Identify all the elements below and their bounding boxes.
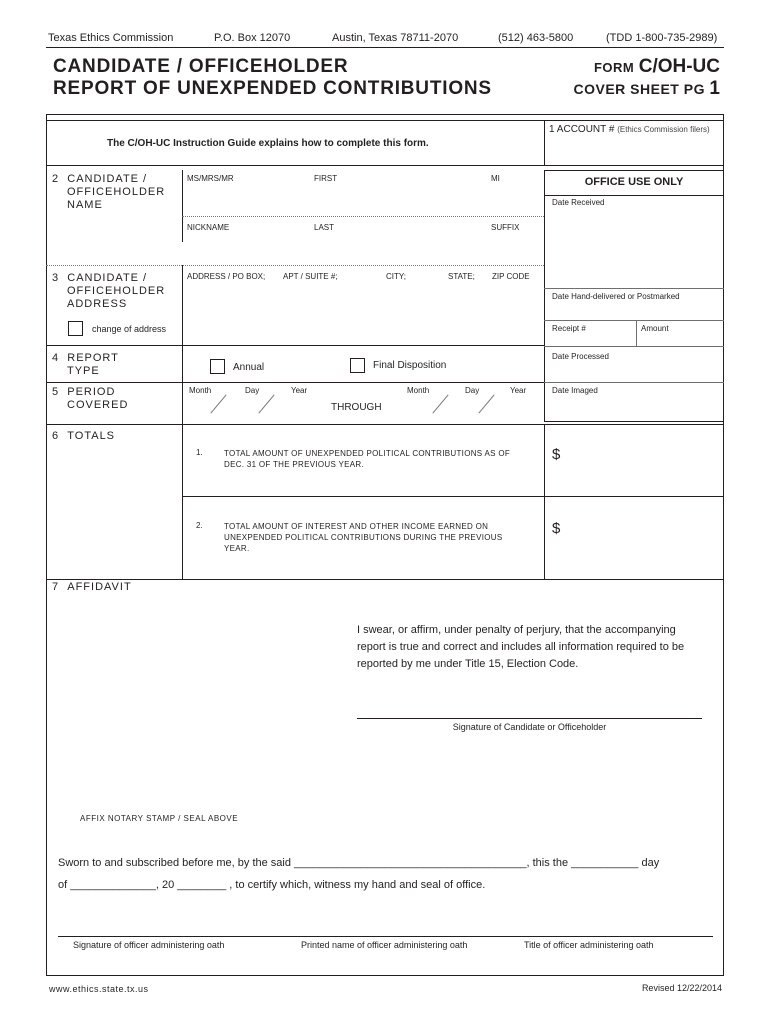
sec3-l1: CANDIDATE / [67,272,148,284]
sec3-label [52,272,165,311]
total2-num: 2. [196,521,203,530]
swear-l1: I swear, or affirm, under penalty of perjury, that the accompanying [357,624,676,636]
field-first[interactable]: FIRST [314,174,338,183]
sec6-label [52,430,115,442]
total2-l3: YEAR. [224,544,250,553]
total2-l2: UNEXPENDED POLITICAL CONTRIBUTIONS DURING THE PREVIOUS [224,533,503,542]
office-rule-2 [544,320,724,321]
header-rule [46,47,724,48]
sec3-l2: OFFICEHOLDER [67,285,166,297]
footer-url[interactable]: www.ethics.state.tx.us [49,984,149,994]
form-id: C/OH-UC [638,56,720,77]
sec3-l3: ADDRESS [67,298,128,310]
through-label: THROUGH [331,402,382,413]
sec2-l2: OFFICEHOLDER [67,186,166,198]
date-received-label: Date Received [552,198,605,207]
receipt-divider [636,320,637,346]
field-last[interactable]: LAST [314,223,335,232]
sec7-label [52,581,132,593]
sec5-num: 5 [52,386,60,398]
total1-l1: TOTAL AMOUNT OF UNEXPENDED POLITICAL CONTRIBUTIONS AS OF [224,449,511,458]
office-rule-4 [544,382,724,383]
total2-dollar[interactable]: $ [552,520,561,537]
sec4-num: 4 [52,352,60,364]
row-rule-top [46,165,724,166]
sec5-l1: PERIOD [67,386,116,398]
sworn-statement[interactable]: Sworn to and subscribed before me, by the said ______________________________________, this the ___________ day [58,857,660,869]
form-id-label [594,56,720,78]
sec6-text: TOTALS [67,430,116,442]
sec4-label [52,352,119,378]
field-msmrs[interactable]: MS/MRS/MR [187,174,234,183]
total1-l2: DEC. 31 OF THE PREVIOUS YEAR. [224,460,364,469]
account-text: ACCOUNT # [556,124,615,135]
final-disposition-checkbox[interactable] [350,358,365,373]
field-address[interactable]: ADDRESS / PO BOX; [187,272,266,281]
field-nickname[interactable]: NICKNAME [187,223,230,232]
date-imaged-label: Date Imaged [552,386,598,395]
total1-dollar[interactable]: $ [552,446,561,463]
date-processed-label: Date Processed [552,352,609,361]
office-rule-1 [544,288,724,289]
name-dotted-rule [182,216,544,217]
account-note: (Ethics Commission filers) [617,125,710,134]
candidate-signature-line[interactable] [357,718,702,719]
sec2-l3: NAME [67,199,103,211]
footer-revised: Revised 12/22/2014 [641,983,722,993]
instruction-text: The C/OH-UC Instruction Guide explains how to complete this form. [107,138,429,149]
field-apt[interactable]: APT / SUITE #; [283,272,338,281]
form-prefix: FORM [593,60,635,75]
candidate-signature-label: Signature of Candidate or Officeholder [452,722,607,732]
office-use-title: OFFICE USE ONLY [584,176,684,188]
header-phone: (512) 463-5800 [498,32,574,44]
total2-l1: TOTAL AMOUNT OF INTEREST AND OTHER INCOME EARNED ON [224,522,489,531]
frame-inner-top [46,120,724,121]
certify-statement[interactable]: of ______________, 20 ________ , to certify which, witness my hand and seal of office. [58,879,486,891]
sec2-label [52,173,165,212]
annual-checkbox[interactable] [210,359,225,374]
total1-text [224,448,510,470]
field-city[interactable]: CITY; [386,272,406,281]
office-rule-3 [544,346,724,347]
officer-printed-name-label: Printed name of officer administering oath [301,940,468,950]
receipt-label: Receipt # [552,324,586,333]
cover-text: COVER SHEET PG [573,81,705,97]
change-of-address-checkbox[interactable] [68,321,83,336]
sec7-top-rule [46,579,724,580]
sec5-label [52,386,128,412]
title-line2: REPORT OF UNEXPENDED CONTRIBUTIONS [53,78,492,99]
final-disposition-label: Final Disposition [373,360,447,371]
total2-text [224,521,502,554]
sec5-divider [182,382,183,424]
sec6-num: 6 [52,430,60,442]
sec3-bottom-rule [46,345,544,346]
sec6-right-divider [544,424,545,579]
swear-l2: report is true and correct and includes all information required to be [357,641,685,653]
account-label[interactable] [549,124,710,135]
field-state[interactable]: STATE; [448,272,475,281]
field-mi[interactable]: MI [491,174,500,183]
totals-mid-rule [182,496,724,497]
header-pobox: P.O. Box 12070 [214,32,291,44]
sec4-divider [182,345,183,382]
from-day-label[interactable]: Day [245,386,260,395]
sec3-num: 3 [52,272,60,284]
change-of-address-label: change of address [92,324,167,334]
amount-label: Amount [641,324,669,333]
sec4-bottom-rule [46,382,544,383]
to-month-label[interactable]: Month [407,386,430,395]
sec6-left-divider [182,424,183,579]
header-city: Austin, Texas 78711-2070 [332,32,459,44]
sec5-l2: COVERED [67,399,129,411]
field-zip[interactable]: ZIP CODE [492,272,530,281]
sec7-text: AFFIDAVIT [67,581,132,593]
notary-stamp-label: AFFIX NOTARY STAMP / SEAL ABOVE [80,814,239,823]
sec4-l1: REPORT [67,352,119,364]
sec6-top-rule [46,424,724,425]
total1-num: 1. [196,448,203,457]
header-tdd: (TDD 1-800-735-2989) [606,32,718,44]
from-year-label[interactable]: Year [291,386,308,395]
office-use-rule [544,195,724,196]
sec2-l1: CANDIDATE / [67,173,148,185]
title-line1: CANDIDATE / OFFICEHOLDER [53,56,349,77]
field-suffix[interactable]: SUFFIX [491,223,520,232]
officer-signature-label: Signature of officer administering oath [73,940,225,950]
sec7-num: 7 [52,581,60,593]
to-day-label[interactable]: Day [465,386,480,395]
affidavit-statement [357,622,684,673]
header-org: Texas Ethics Commission [48,32,174,44]
swear-l3: reported by me under Title 15, Election Code. [357,658,579,670]
officer-signature-line[interactable] [58,936,713,937]
sec2-num: 2 [52,173,60,185]
to-year-label[interactable]: Year [510,386,527,395]
from-month-label[interactable]: Month [189,386,212,395]
account-num: 1 [549,124,555,135]
sec3-top-rule [46,265,544,266]
account-divider [544,120,545,165]
cover-sheet-label [574,78,721,100]
officer-title-label: Title of officer administering oath [524,940,654,950]
sec3-divider [182,265,183,345]
sec2-divider [182,170,183,242]
page-num: 1 [709,78,720,99]
annual-label: Annual [233,362,265,373]
sec4-l2: TYPE [67,365,100,377]
date-hand-label: Date Hand-delivered or Postmarked [552,292,680,301]
